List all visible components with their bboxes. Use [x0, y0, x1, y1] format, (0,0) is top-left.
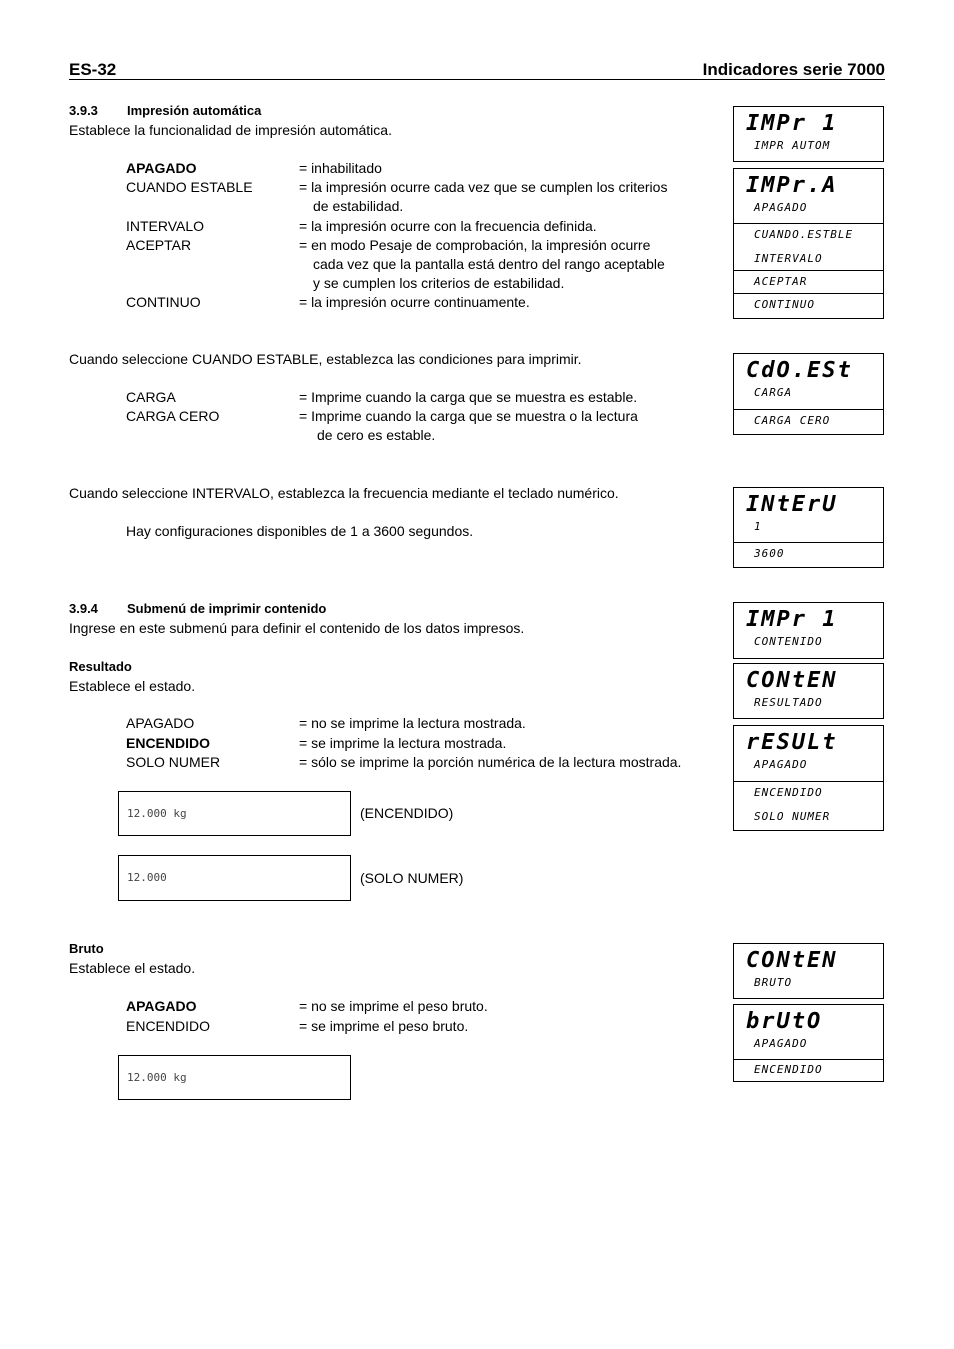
option-term-continuo: CONTINUO: [126, 294, 201, 310]
print-example-box: 12.000 kg: [118, 791, 351, 836]
option-term-intervalo: INTERVALO: [126, 218, 205, 234]
option-term-solo-numer: SOLO NUMER: [126, 754, 221, 770]
lcd-sub-text: CARGA: [754, 386, 793, 399]
section-title: Impresión automática: [127, 103, 262, 118]
lcd-main-text: CdO.ESt: [746, 358, 853, 383]
section-intro: Establece la funcionalidad de impresión automática.: [69, 122, 392, 138]
lcd-sub-text: APAGADO: [754, 201, 808, 214]
lcd-main-text: CONtEN: [746, 668, 838, 693]
document-title: Indicadores serie 7000: [702, 60, 885, 79]
option-term-aceptar: ACEPTAR: [126, 237, 192, 253]
lcd-main-text: IMPr.A: [746, 173, 838, 198]
lcd-option: ACEPTAR: [733, 271, 884, 294]
lcd-main-text: INtErU: [746, 492, 838, 517]
lcd-display: [733, 943, 884, 999]
section-title: Submenú de imprimir contenido: [127, 601, 327, 616]
option-term-carga-cero: CARGA CERO: [126, 408, 220, 424]
option-term-apagado: APAGADO: [126, 715, 195, 731]
interval-intro: Cuando seleccione INTERVALO, establezca la frecuencia mediante el teclado numérico.: [69, 485, 619, 501]
lcd-display: [733, 487, 884, 543]
lcd-display: [733, 725, 884, 782]
option-term-encendido: ENCENDIDO: [126, 1018, 211, 1034]
option-definition: = Imprime cuando la carga que se muestra es estable.: [299, 389, 638, 405]
lcd-option: ENCENDIDO: [733, 1059, 884, 1082]
lcd-sub-text: RESULTADO: [754, 696, 823, 709]
stable-intro: Cuando seleccione CUANDO ESTABLE, establezca las condiciones para imprimir.: [69, 351, 582, 367]
lcd-main-text: brUtO: [746, 1009, 823, 1034]
option-term-apagado: APAGADO: [126, 998, 197, 1014]
lcd-option: 3600: [733, 542, 884, 568]
option-definition: = la impresión ocurre continuamente.: [299, 294, 530, 310]
lcd-sub-text: IMPR AUTOM: [754, 139, 831, 152]
section-intro: Ingrese en este submenú para definir el contenido de los datos impresos.: [69, 620, 525, 636]
lcd-main-text: IMPr 1: [746, 111, 838, 136]
lcd-option: ENCENDIDO: [733, 781, 884, 807]
lcd-sub-text: APAGADO: [754, 1037, 808, 1050]
lcd-display: [733, 353, 884, 410]
subheading-bruto: Bruto: [69, 941, 104, 956]
lcd-main-text: rESULt: [746, 730, 838, 755]
page-number: ES-32: [69, 60, 117, 79]
option-definition: = Imprime cuando la carga que se muestra o la lectura de cero es estable.: [299, 408, 638, 443]
lcd-option: SOLO NUMER: [733, 806, 884, 831]
lcd-sub-text: 1: [754, 520, 762, 533]
lcd-display: [733, 602, 884, 659]
print-example-box: 12.000: [118, 855, 351, 901]
option-term-cuando-estable: CUANDO ESTABLE: [126, 179, 253, 195]
subheading-resultado: Resultado: [69, 659, 132, 674]
print-example-caption: (SOLO NUMER): [360, 870, 464, 886]
option-definition: = no se imprime la lectura mostrada.: [299, 715, 526, 731]
option-definition: = se imprime el peso bruto.: [299, 1018, 469, 1034]
lcd-option: CUANDO.ESTBLE: [733, 223, 884, 249]
lcd-sub-text: BRUTO: [754, 976, 793, 989]
option-definition: = la impresión ocurre con la frecuencia definida.: [299, 218, 597, 234]
option-definition: = se imprime la lectura mostrada.: [299, 735, 507, 751]
lcd-option: INTERVALO: [733, 248, 884, 271]
lcd-option: CONTINUO: [733, 294, 884, 319]
lcd-main-text: IMPr 1: [746, 607, 838, 632]
option-definition: = en modo Pesaje de comprobación, la impresión ocurre cada vez que la pantalla está dentro del rango aceptable y se cumplen los criterios de estabilidad.: [299, 237, 665, 291]
option-definition: = sólo se imprime la porción numérica de la lectura mostrada.: [299, 754, 682, 770]
interval-note: Hay configuraciones disponibles de 1 a 3600 segundos.: [126, 523, 474, 539]
option-term-apagado: APAGADO: [126, 160, 197, 176]
lcd-display: [733, 168, 884, 224]
option-definition: = inhabilitado: [299, 160, 382, 176]
section-number: 3.9.4: [69, 601, 98, 616]
option-term-carga: CARGA: [126, 389, 176, 405]
lcd-main-text: CONtEN: [746, 948, 838, 973]
option-definition: = no se imprime el peso bruto.: [299, 998, 488, 1014]
section-heading-3-9-3: [69, 103, 261, 118]
lcd-display: [733, 106, 884, 162]
resultado-intro: Establece el estado.: [69, 678, 196, 694]
option-definition: = la impresión ocurre cada vez que se cumplen los criterios de estabilidad.: [299, 179, 668, 214]
print-example-box: 12.000 kg: [118, 1055, 351, 1100]
option-term-encendido: ENCENDIDO: [126, 735, 211, 751]
bruto-intro: Establece el estado.: [69, 960, 196, 976]
lcd-display: [733, 663, 884, 719]
section-heading-3-9-4: [69, 601, 326, 616]
section-number: 3.9.3: [69, 103, 98, 118]
print-example-caption: (ENCENDIDO): [360, 805, 454, 821]
header-rule: [69, 79, 885, 80]
lcd-sub-text: APAGADO: [754, 758, 808, 771]
lcd-sub-text: CONTENIDO: [754, 635, 823, 648]
lcd-display: [733, 1004, 884, 1060]
lcd-option: CARGA CERO: [733, 409, 884, 435]
